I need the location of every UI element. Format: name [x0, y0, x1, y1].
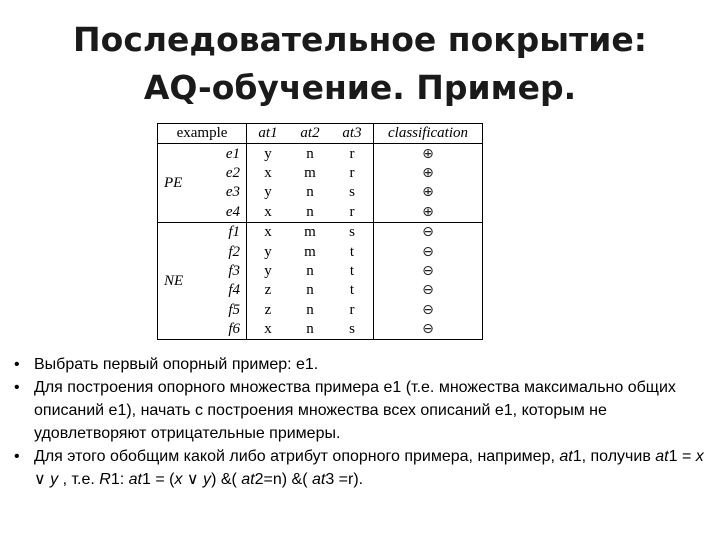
text-fragment: 1, получив: [572, 448, 656, 465]
bullet-item-3: [14, 445, 704, 491]
cell-at3: s: [331, 222, 374, 242]
text-fragment: , т.е.: [58, 471, 100, 488]
cell-at2: n: [306, 145, 314, 162]
cell-at3: r: [349, 203, 355, 220]
cell-at3: s: [349, 184, 355, 201]
rule-name: R: [99, 471, 111, 488]
cell-at3: s: [349, 321, 355, 338]
header-example: example: [158, 124, 247, 144]
cell-at2: n: [306, 282, 314, 299]
cell-at2: n: [306, 184, 314, 201]
cell-at3: r: [349, 164, 355, 181]
text-fragment: Для этого обобщим какой либо атрибут опорного примера, например,: [34, 448, 560, 465]
examples-table: [157, 123, 483, 340]
table-header-row: [158, 124, 483, 144]
attr-name: at: [241, 471, 255, 488]
positive-icon: ⊕: [374, 203, 483, 223]
header-at2: at2: [289, 124, 331, 144]
cell-at1: x: [247, 320, 290, 340]
text-fragment: 2=n) &(: [254, 471, 312, 488]
header-classification: classification: [374, 124, 483, 144]
example-id: f3: [228, 262, 240, 279]
negative-icon: ⊖: [374, 262, 483, 281]
cell-at1: y: [247, 144, 290, 164]
text-fragment: ) &(: [211, 471, 242, 488]
group-label-ne: NE: [158, 222, 205, 339]
cell-at1: z: [247, 301, 290, 320]
example-id: f2: [228, 243, 240, 260]
table-row: [158, 281, 483, 300]
bullet-text: Для построения опорного множества примера е1 (т.е. множества максимально общих описаний е1), начать с построения множества всех описаний е1, которым не удовлетворяют отрицательные примеры.: [34, 379, 676, 442]
cell-at1: y: [247, 242, 290, 261]
title-line-2: AQ-обучение. Пример.: [143, 68, 577, 107]
bullet-item-1: [14, 353, 704, 376]
bullet-item-2: [14, 376, 704, 445]
attr-name: at: [128, 471, 142, 488]
attr-name: at: [311, 471, 326, 488]
bullet-dot-icon: •: [14, 356, 20, 373]
group-label-pe: PE: [164, 174, 183, 191]
example-id: f5: [228, 301, 240, 318]
bullet-dot-icon: •: [14, 448, 20, 465]
table-row: [158, 164, 483, 183]
attr-name: at: [655, 448, 669, 465]
table-row: [158, 203, 483, 223]
cell-at1: y: [247, 183, 290, 202]
cell-at3: t: [349, 282, 355, 299]
text-fragment: 1:: [110, 471, 129, 488]
cell-at3: r: [349, 301, 355, 318]
table-row: [158, 262, 483, 281]
bullet-list: [14, 353, 704, 491]
cell-at1: x: [247, 164, 290, 183]
example-id: e1: [225, 145, 240, 162]
text-fragment: 1 = (: [141, 471, 175, 488]
table-row: [158, 183, 483, 202]
example-id: f6: [228, 321, 240, 338]
cell-at2: n: [306, 262, 314, 279]
header-at1: at1: [247, 124, 290, 144]
slide-title: [0, 16, 720, 112]
bullet-text: [34, 448, 704, 488]
negative-icon: ⊖: [374, 320, 483, 340]
cell-at1: x: [247, 203, 290, 223]
cell-at2: n: [306, 203, 314, 220]
example-id: e2: [225, 164, 240, 181]
example-id: e3: [225, 184, 240, 201]
cell-at2: n: [306, 321, 314, 338]
negative-icon: ⊖: [374, 281, 483, 300]
bullet-text: Выбрать первый опорный пример: е1.: [34, 356, 319, 373]
header-at3: at3: [331, 124, 374, 144]
table-row: [158, 222, 483, 242]
cell-at1: z: [247, 281, 290, 300]
cell-at2: m: [304, 243, 316, 260]
cell-at1: x: [247, 222, 290, 242]
negative-icon: ⊖: [374, 301, 483, 320]
cell-at2: m: [289, 222, 331, 242]
cell-at2: n: [306, 301, 314, 318]
example-id: f1: [204, 222, 247, 242]
cell-at3: t: [349, 243, 355, 260]
positive-icon: ⊕: [374, 164, 483, 183]
cell-at3: t: [349, 262, 355, 279]
text-fragment: 1 =: [668, 448, 696, 465]
positive-icon: ⊕: [374, 183, 483, 202]
cell-at1: y: [247, 262, 290, 281]
attr-name: at: [559, 448, 573, 465]
table-row: [158, 144, 483, 164]
table-row: [158, 320, 483, 340]
example-id: f4: [228, 282, 240, 299]
table-row: [158, 301, 483, 320]
attr-value-expr: x ∨ y: [174, 471, 212, 488]
positive-icon: ⊕: [374, 144, 483, 164]
table-row: [158, 242, 483, 261]
negative-icon: ⊖: [374, 242, 483, 261]
cell-at3: r: [349, 145, 355, 162]
title-line-1: Последовательное покрытие:: [73, 20, 647, 59]
negative-icon: ⊖: [374, 222, 483, 242]
text-fragment: 3 =r).: [325, 471, 364, 488]
cell-at2: m: [304, 164, 316, 181]
bullet-dot-icon: •: [14, 379, 20, 396]
example-id: e4: [225, 203, 240, 220]
attr-value-expr: x ∨ y: [34, 448, 704, 488]
